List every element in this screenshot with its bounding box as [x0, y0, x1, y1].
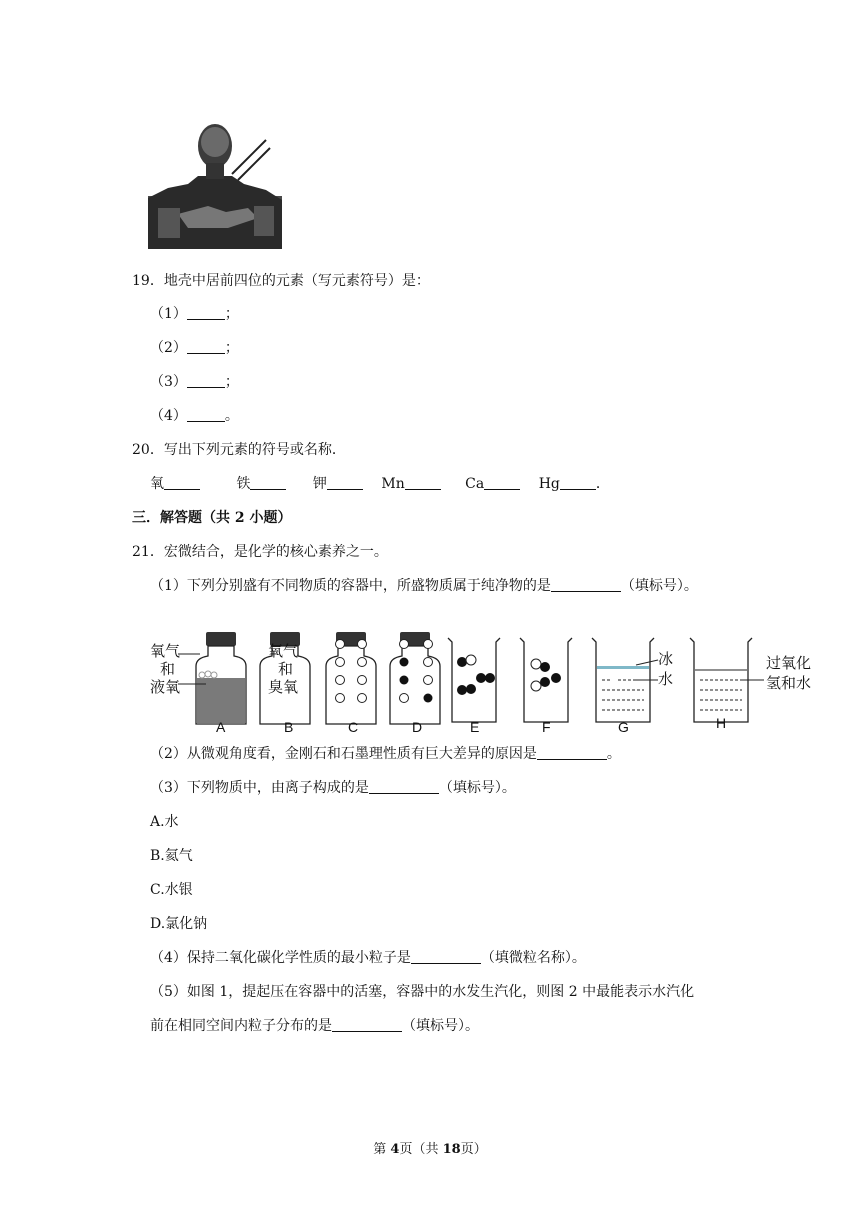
total-pages: 18 [442, 1142, 461, 1157]
label-g-ice: 冰 [658, 651, 674, 668]
label-c: C [348, 719, 359, 735]
label-g: G [618, 719, 629, 735]
q19-item-3: （3） ； [150, 374, 239, 390]
q19-item-2: （2） ； [150, 340, 239, 356]
q20-items: 氧 铁 钾 Mn Ca Hg ． [150, 476, 610, 492]
option-d: D.氯化钠 [150, 916, 208, 932]
q20-stem: 20．写出下列元素的符号或名称． [132, 442, 346, 458]
beaker-h [690, 638, 811, 731]
answer-blank[interactable] [164, 475, 200, 490]
bottle-c [326, 632, 376, 735]
q21-stem: 21．宏微结合，是化学的核心素养之一。 [132, 544, 388, 560]
answer-blank[interactable] [405, 475, 441, 490]
q21-part-3: （3）下列物质中，由离子构成的是 （填标号）。 [150, 780, 516, 796]
bottle-d [390, 632, 440, 735]
q19-stem: 19．地壳中居前四位的元素（写元素符号）是： [132, 273, 430, 289]
answer-blank[interactable] [250, 475, 286, 490]
option-c: C.水银 [150, 882, 193, 898]
beaker-g [592, 638, 673, 735]
q21-part-5-line2: 前在相同空间内粒子分布的是 （填标号）。 [150, 1018, 479, 1034]
q19-item-1: （1） ； [150, 306, 239, 322]
answer-blank[interactable] [332, 1017, 402, 1032]
answer-blank[interactable] [187, 339, 225, 354]
containers-figure [150, 632, 822, 736]
label-b: B [284, 719, 294, 735]
beaker-e [448, 638, 500, 735]
section-3-title: 三．解答题（共 2 小题） [132, 510, 292, 526]
answer-blank[interactable] [551, 577, 621, 592]
answer-blank[interactable] [411, 949, 481, 964]
q19-item-4: （4） 。 [150, 408, 239, 424]
label-d: D [412, 719, 423, 735]
label-e: E [470, 719, 480, 735]
label-h-line2: 氢和水 [766, 675, 812, 692]
label-a: A [216, 719, 226, 735]
answer-blank[interactable] [187, 305, 225, 320]
label-b-line2: 和 [278, 661, 294, 678]
label-a-line3: 液氧 [150, 679, 181, 696]
answer-blank[interactable] [187, 373, 225, 388]
q21-part-1: （1）下列分别盛有不同物质的容器中，所盛物质属于纯净物的是 （填标号）。 [150, 578, 698, 594]
answer-blank[interactable] [484, 475, 520, 490]
bottle-a [150, 632, 246, 735]
option-a: A.水 [150, 814, 179, 830]
label-h: H [716, 715, 727, 731]
label-a-line1: 氧气 [150, 643, 181, 660]
label-a-line2: 和 [160, 661, 176, 678]
label-h-line1: 过氧化 [766, 655, 812, 672]
label-b-line3: 臭氧 [268, 679, 299, 696]
answer-blank[interactable] [187, 407, 225, 422]
answer-blank[interactable] [327, 475, 363, 490]
man-photo [148, 118, 282, 249]
label-b-line1: 氧气 [268, 643, 299, 660]
q21-part-5-line1: （5）如图 1，提起压在容器中的活塞，容器中的水发生汽化，则图 2 中最能表示水汽化 [150, 984, 695, 1000]
page-footer: 第 4页（共 18页） [373, 1142, 487, 1157]
beaker-f [520, 638, 572, 735]
option-b: B.氦气 [150, 848, 193, 864]
bottle-b [260, 632, 310, 735]
q21-part-4: （4）保持二氧化碳化学性质的最小粒子是 （填微粒名称）。 [150, 950, 586, 966]
answer-blank[interactable] [537, 745, 607, 760]
label-g-water: 水 [658, 671, 674, 688]
label-f: F [542, 719, 551, 735]
page-number: 4 [390, 1142, 400, 1157]
answer-blank[interactable] [369, 779, 439, 794]
q21-part-2: （2）从微观角度看，金刚石和石墨理性质有巨大差异的原因是 。 [150, 746, 621, 762]
answer-blank[interactable] [560, 475, 596, 490]
